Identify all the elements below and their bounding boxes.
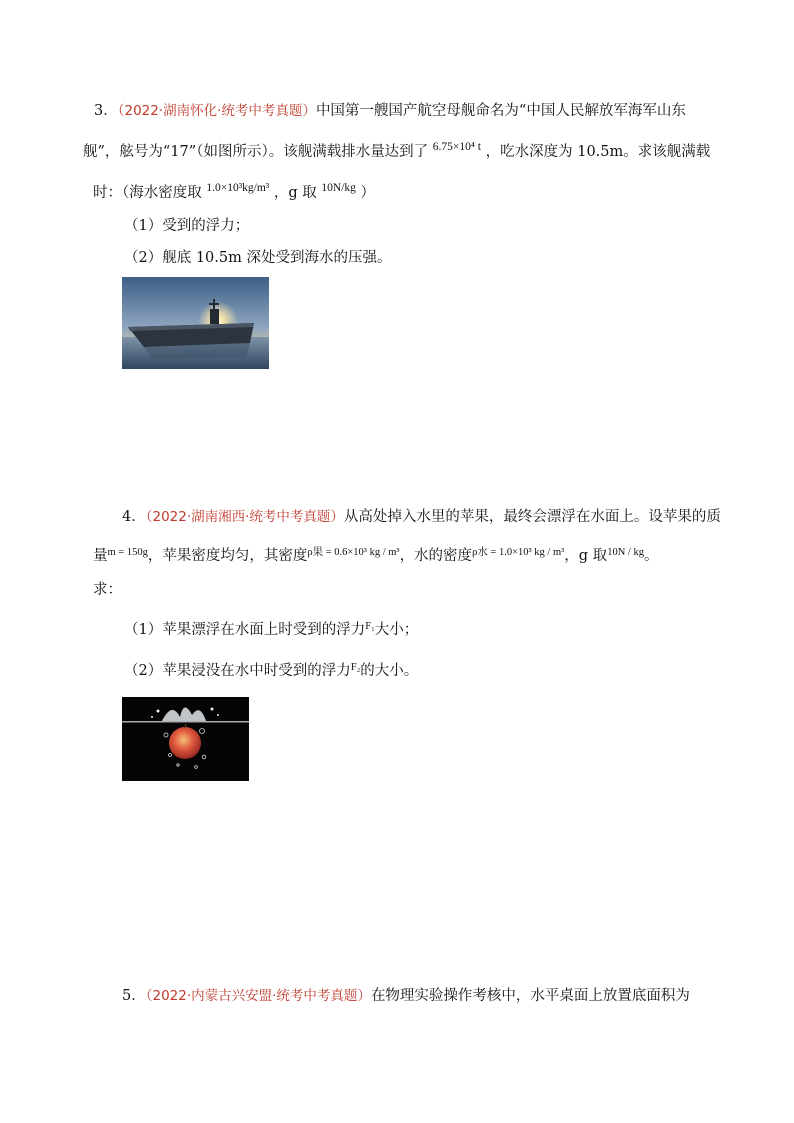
q4-text-2a: 量 [93, 548, 108, 564]
q3-text-2b: ，吃水深度为 10.5m。求该舰满载 [485, 144, 711, 160]
q3-line-1 [94, 101, 686, 121]
q4-line-2 [93, 546, 658, 568]
q3-line-2 [83, 142, 710, 163]
q5-line-1 [122, 986, 690, 1006]
q4-text-2c: ，水的密度 [399, 548, 473, 564]
q3-number: 3． [94, 103, 118, 119]
q4-f1: F₁ [365, 621, 375, 632]
q4-sub2: （2）苹果浸没在水中时受到的浮力$^{F_2}$的大小。 [124, 662, 419, 679]
q4-source: （2022·湖南湘西·统考中考真题） [145, 509, 344, 525]
q4-line-1 [122, 507, 721, 527]
q3-source: （2022·湖南怀化·统考中考真题） [117, 103, 316, 119]
q3-text-1: 中国第一艘国产航空母舰命名为“中国人民解放军海军山东 [315, 103, 686, 119]
q3-g: 10N/kg [321, 182, 356, 194]
q5-text-1: 在物理实验操作考核中，水平桌面上放置底面积为 [370, 988, 690, 1004]
q4-mass: m = 150g [107, 547, 148, 558]
q4-apple-density: ρ果 = 0.6×10³ kg / m³ [307, 547, 400, 558]
aircraft-carrier-photo [122, 277, 269, 369]
q3-sub2: （2）舰底 10.5m 深处受到海水的压强。 [124, 250, 392, 266]
q3-displacement: 6.75×10⁴ t [432, 141, 481, 153]
q3-text-3a: 时：（海水密度取 [93, 185, 202, 201]
q4-g: 10N / kg [607, 547, 644, 558]
q4-text-2e: 。 [643, 548, 659, 564]
q3-text-2a: 舰”，舷号为“17”（如图所示）。该舰满载排水量达到了 [83, 144, 429, 160]
q4-number: 4． [122, 509, 146, 525]
q4-f2: F₂ [350, 662, 361, 673]
q4-water-density: ρ水 = 1.0×10³ kg / m³ [472, 547, 565, 558]
q4-text-2b: ，苹果密度均匀，其密度 [147, 548, 308, 564]
q3-sub1: （1）受到的浮力； [124, 218, 250, 234]
q3-line-3 [93, 183, 375, 204]
q3-text-3c: ） [360, 185, 375, 201]
q4-line-3: 求： [93, 582, 122, 598]
q3-density: 1.0×10³kg/m³ [206, 182, 270, 194]
q4-text-2d: ，g 取 [564, 548, 608, 564]
apple-in-water-photo [122, 697, 249, 781]
q4-sub1: （1）苹果漂浮在水面上时受到的浮力$^{F_1}$大小； [124, 621, 419, 638]
q5-source: （2022·内蒙古兴安盟·统考中考真题） [145, 988, 371, 1004]
q4-text-1: 从高处掉入水里的苹果，最终会漂浮在水面上。设苹果的质 [343, 509, 721, 525]
q3-text-3b: ，g 取 [273, 185, 317, 201]
q5-number: 5． [122, 988, 146, 1004]
